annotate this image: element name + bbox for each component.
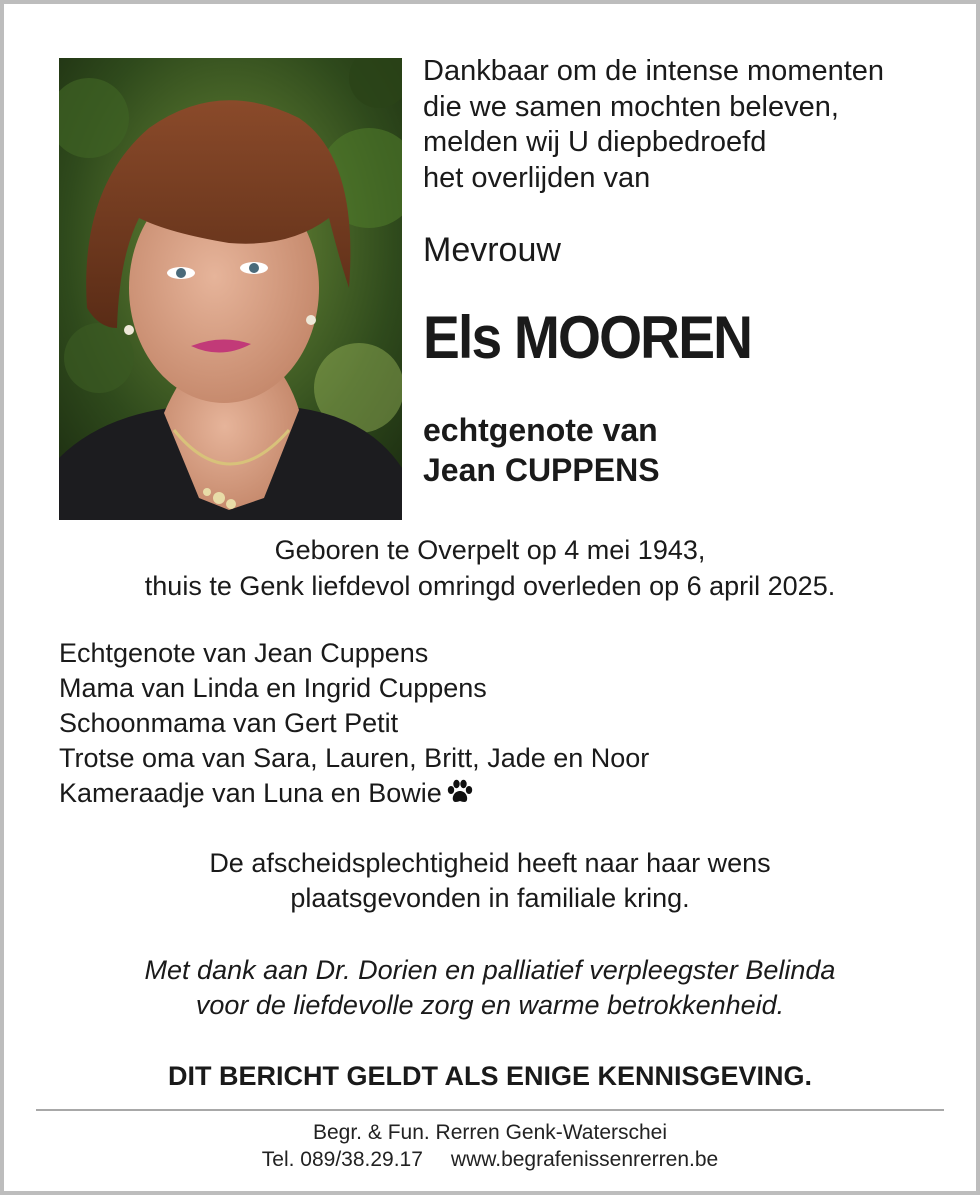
family-line: Mama van Linda en Ingrid Cuppens <box>59 673 487 703</box>
spouse-name: Jean CUPPENS <box>423 452 660 488</box>
deceased-name: Els MOOREN <box>423 304 752 371</box>
birth-line: Geboren te Overpelt op 4 mei 1943, <box>274 535 706 565</box>
death-line: thuis te Genk liefdevol omringd overleden op 6 april 2025. <box>144 571 836 601</box>
honorific: Mevrouw <box>423 231 561 269</box>
thanks-line: voor de liefdevolle zorg en warme betrokkenheid. <box>195 990 785 1020</box>
thanks-line: Met dank aan Dr. Dorien en palliatief verpleegster Belinda <box>144 955 836 985</box>
footer <box>40 1119 940 1173</box>
footer-divider <box>36 1109 944 1111</box>
ceremony-line: plaatsgevonden in familiale kring. <box>290 883 690 913</box>
intro-line: melden wij U diepbedroefd <box>423 126 767 158</box>
family-line: Kameraadje van Luna en Bowie <box>59 778 442 808</box>
notice-text: DIT BERICHT GELDT ALS ENIGE KENNISGEVING. <box>167 1061 813 1091</box>
phone-number: Tel. 089/38.29.17 <box>261 1148 423 1171</box>
footer-contact <box>40 1146 940 1173</box>
intro-line: die we samen mochten beleven, <box>423 90 839 123</box>
intro-line: Dankbaar om de intense momenten <box>423 55 885 87</box>
thanks-text <box>40 953 940 1023</box>
family-list <box>59 636 649 814</box>
family-line: Trotse oma van Sara, Lauren, Britt, Jade en Noor <box>59 743 650 773</box>
spouse-relation <box>423 410 660 490</box>
family-line-pets <box>59 776 649 814</box>
intro-text <box>423 54 963 196</box>
birth-death-text <box>40 532 940 604</box>
family-line: Schoonmama van Gert Petit <box>59 708 399 738</box>
spouse-relation-line: echtgenote van <box>423 412 658 448</box>
website-link[interactable]: www.begrafenissenrerren.be <box>450 1148 719 1171</box>
portrait-photo <box>59 58 402 520</box>
intro-line: het overlijden van <box>423 161 651 194</box>
ceremony-text <box>40 846 940 916</box>
ceremony-line: De afscheidsplechtigheid heeft naar haar wens <box>209 848 771 878</box>
paw-icon <box>446 779 474 814</box>
funeral-home: Begr. & Fun. Rerren Genk-Waterschei <box>312 1121 668 1144</box>
family-line: Echtgenote van Jean Cuppens <box>59 638 429 668</box>
